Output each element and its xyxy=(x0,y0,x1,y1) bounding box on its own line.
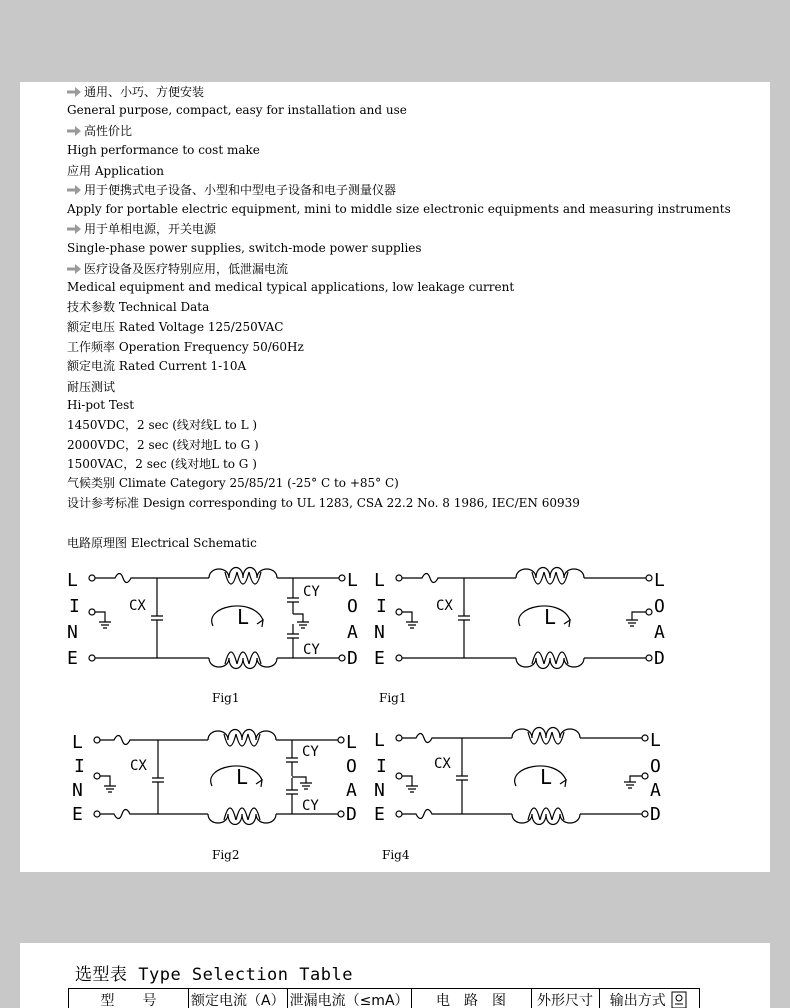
line-letter-i: I xyxy=(74,756,85,777)
line-letter-e: E xyxy=(67,648,78,669)
load-letter-a: A xyxy=(347,622,358,643)
inductor-label: L xyxy=(544,605,557,629)
application-zh: 用于单相电源，开关电源 xyxy=(67,222,216,236)
load-letter-a: A xyxy=(654,622,665,643)
feature-zh: 通用、小巧、方便安装 xyxy=(67,85,204,99)
line-letter-e: E xyxy=(374,804,385,825)
terminal-icon xyxy=(670,991,688,1008)
cy-label: CY xyxy=(302,798,319,814)
feature-en: General purpose, compact, easy for installation and use xyxy=(67,103,407,117)
line-letter-l: L xyxy=(374,570,385,591)
line-letter-i: I xyxy=(376,756,387,777)
application-zh: 用于便携式电子设备、小型和中型电子设备和电子测量仪器 xyxy=(67,183,396,197)
application-en: Single-phase power supplies, switch-mode power supplies xyxy=(67,241,422,255)
table-header-row xyxy=(69,989,700,1008)
column-header-leakage-current: 泄漏电流（≤mA） xyxy=(287,989,411,1008)
cx-label: CX xyxy=(130,758,147,774)
arrow-icon xyxy=(67,126,81,136)
arrow-icon xyxy=(67,224,81,234)
load-letter-d: D xyxy=(654,648,665,669)
load-letter-d: D xyxy=(346,804,357,825)
inductor-label: L xyxy=(236,765,249,789)
load-letter-o: O xyxy=(347,596,358,617)
schematic-fig1-cy xyxy=(65,562,365,672)
column-header-dimensions: 外形尺寸 xyxy=(531,989,599,1008)
selection-table-title: 选型表 Type Selection Table xyxy=(75,965,353,985)
inductor-label: L xyxy=(237,605,250,629)
arrow-icon xyxy=(67,185,81,195)
application-en: Apply for portable electric equipment, mini to middle size electronic equipments and measuring instruments xyxy=(67,202,731,216)
rated-voltage: 额定电压 Rated Voltage 125/250VAC xyxy=(67,320,284,334)
line-letter-n: N xyxy=(67,622,78,643)
hipot-test: 1450VDC，2 sec (线对线L to L ) xyxy=(67,418,258,432)
arrow-icon xyxy=(67,87,81,97)
line-letter-l: L xyxy=(67,570,78,591)
hipot-test: 1500VAC，2 sec (线对地L to G ) xyxy=(67,457,257,471)
selection-panel xyxy=(20,943,770,1008)
application-heading: 应用 Application xyxy=(67,164,165,178)
column-header-rated-current: 额定电流（A） xyxy=(189,989,288,1008)
cy-label: CY xyxy=(303,642,320,658)
schematic-heading: 电路原理图 Electrical Schematic xyxy=(67,536,257,550)
schematic-fig2 xyxy=(70,720,370,830)
line-letter-n: N xyxy=(374,622,385,643)
hipot-heading-zh: 耐压测试 xyxy=(67,380,116,394)
selection-table xyxy=(68,988,700,1008)
feature-zh: 高性价比 xyxy=(67,124,132,138)
column-header-model: 型 号 xyxy=(69,989,189,1008)
figure-caption: Fig2 xyxy=(212,848,240,862)
schematic-fig1-no-cy xyxy=(372,562,672,672)
line-letter-n: N xyxy=(374,780,385,801)
rated-current: 额定电流 Rated Current 1-10A xyxy=(67,359,247,373)
load-letter-a: A xyxy=(650,780,661,801)
design-standard: 设计参考标准 Design corresponding to UL 1283, CSA 22.2 No. 8 1986, IEC/EN 60939 xyxy=(67,496,580,510)
load-letter-o: O xyxy=(654,596,665,617)
line-letter-i: I xyxy=(376,596,387,617)
figure-caption: Fig1 xyxy=(379,691,407,705)
climate-category: 气候类别 Climate Category 25/85/21 (-25° C to +85° C) xyxy=(67,476,399,490)
spec-panel xyxy=(20,82,770,872)
figure-caption: Fig4 xyxy=(382,848,410,862)
load-letter-o: O xyxy=(650,756,661,777)
operation-frequency: 工作频率 Operation Frequency 50/60Hz xyxy=(67,340,304,354)
arrow-icon xyxy=(67,264,81,274)
line-letter-l: L xyxy=(374,730,385,751)
line-letter-i: I xyxy=(69,596,80,617)
load-letter-a: A xyxy=(346,780,357,801)
cx-label: CX xyxy=(129,598,146,614)
feature-en: High performance to cost make xyxy=(67,143,260,157)
line-letter-n: N xyxy=(72,780,83,801)
cx-label: CX xyxy=(436,598,453,614)
hipot-heading-en: Hi-pot Test xyxy=(67,398,135,412)
schematic-fig4 xyxy=(372,720,672,830)
figure-caption: Fig1 xyxy=(212,691,240,705)
hipot-test: 2000VDC，2 sec (线对地L to G ) xyxy=(67,438,259,452)
line-letter-e: E xyxy=(374,648,385,669)
load-letter-l: L xyxy=(346,732,357,753)
application-en: Medical equipment and medical typical applications, low leakage current xyxy=(67,280,515,294)
load-letter-d: D xyxy=(650,804,661,825)
cy-label: CY xyxy=(303,584,320,600)
cx-label: CX xyxy=(434,756,451,772)
cy-label: CY xyxy=(302,744,319,760)
column-header-circuit: 电 路 图 xyxy=(411,989,531,1008)
technical-heading: 技术参数 Technical Data xyxy=(67,300,210,314)
application-zh: 医疗设备及医疗特别应用，低泄漏电流 xyxy=(67,262,288,276)
load-letter-o: O xyxy=(346,756,357,777)
column-header-output: 输出方式 xyxy=(599,989,699,1008)
line-letter-l: L xyxy=(72,732,83,753)
load-letter-l: L xyxy=(347,570,358,591)
load-letter-l: L xyxy=(654,570,665,591)
inductor-label: L xyxy=(540,765,553,789)
line-letter-e: E xyxy=(72,804,83,825)
load-letter-d: D xyxy=(347,648,358,669)
load-letter-l: L xyxy=(650,730,661,751)
